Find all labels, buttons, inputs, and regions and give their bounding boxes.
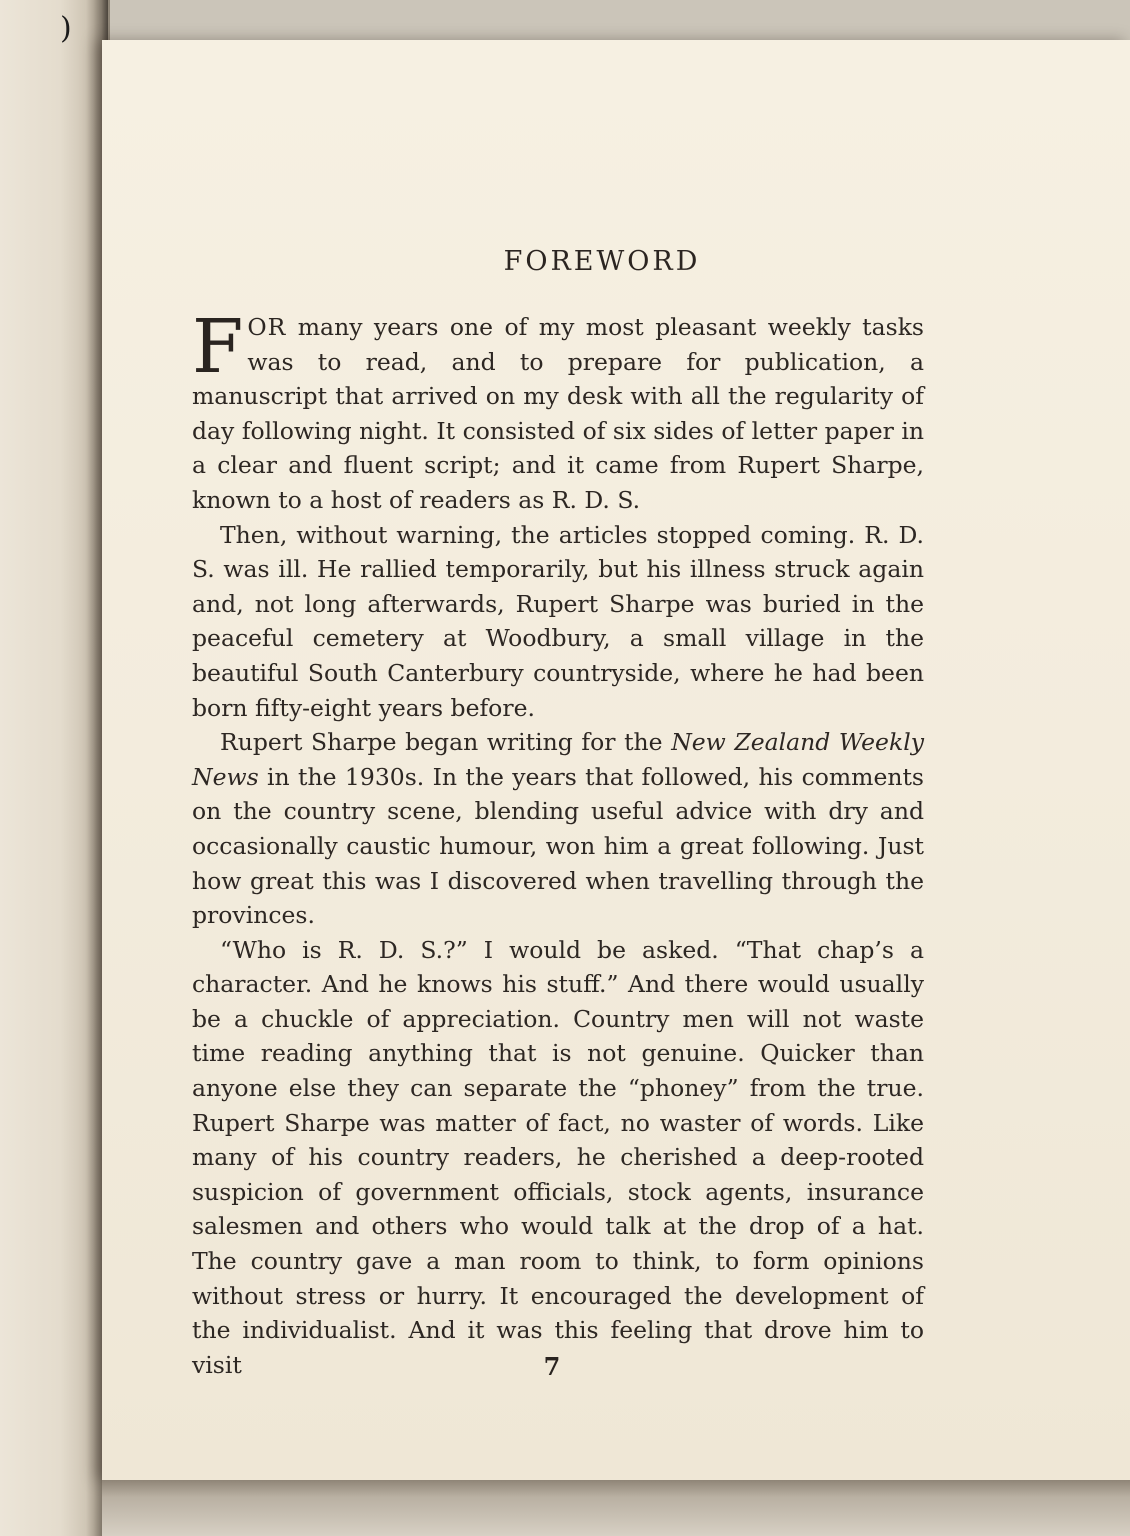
- paragraph-3-start: Rupert Sharpe began writing for the: [220, 728, 672, 757]
- paragraph-3: [192, 725, 924, 933]
- paragraph-1: [192, 304, 924, 518]
- body-text: [192, 304, 925, 1382]
- page-number: 7: [543, 1352, 561, 1381]
- page-heading: FOREWORD: [503, 246, 701, 277]
- paragraph-4: “Who is R. D. S.?” I would be asked. “That chap’s a character. And he knows his stuff.” And there would usually be a chuckle of appreciation. Country men will not waste time reading anything that is not genuine. Quicker than anyone else they can separate the “phoney” from the true. Rupert Sharpe was matter of fact, no waster of words. Like many of his country readers, he cherished a deep-rooted suspicion of government officials, stock agents, insurance salesmen and others who would talk at the drop of a hat. The country gave a man room to think, to form opinions without stress or hurry. It encouraged the development of the individualist. And it was this feeling that drove him to visit: [192, 935, 924, 1379]
- first-word-rest: OR: [247, 313, 287, 341]
- paragraph-1-text: many years one of my most pleasant weekly tasks was to read, and to prepare for publication, a manuscript that arrived on my desk with all the regularity of day following night. It consisted of six sides of letter paper in a clear and fluent script; and it came from Rupert Sharpe, known to a host of readers as R. D. S.: [192, 313, 924, 514]
- paragraph-3-rest: in the 1930s. In the years that followed, his comments on the country scene, blending useful advice with dry and occasionally caustic humour, won him a great following. Just how great this was I discovered when travelling through the provinces.: [192, 762, 924, 930]
- paragraph-2: Then, without warning, the articles stopped coming. R. D. S. was ill. He rallied temporarily, but his illness struck again and, not long afterwards, Rupert Sharpe was buried in the peaceful cemetery at Woodbury, a small village in the beautiful South Canterbury countryside, where he had been born fifty-eight years before.: [192, 520, 924, 722]
- facing-page-corner-mark: ): [60, 11, 72, 46]
- page-bottom-edge: [102, 1480, 1130, 1536]
- publication-title: New Zealand Weekly News: [192, 728, 925, 791]
- drop-cap: F: [192, 304, 244, 390]
